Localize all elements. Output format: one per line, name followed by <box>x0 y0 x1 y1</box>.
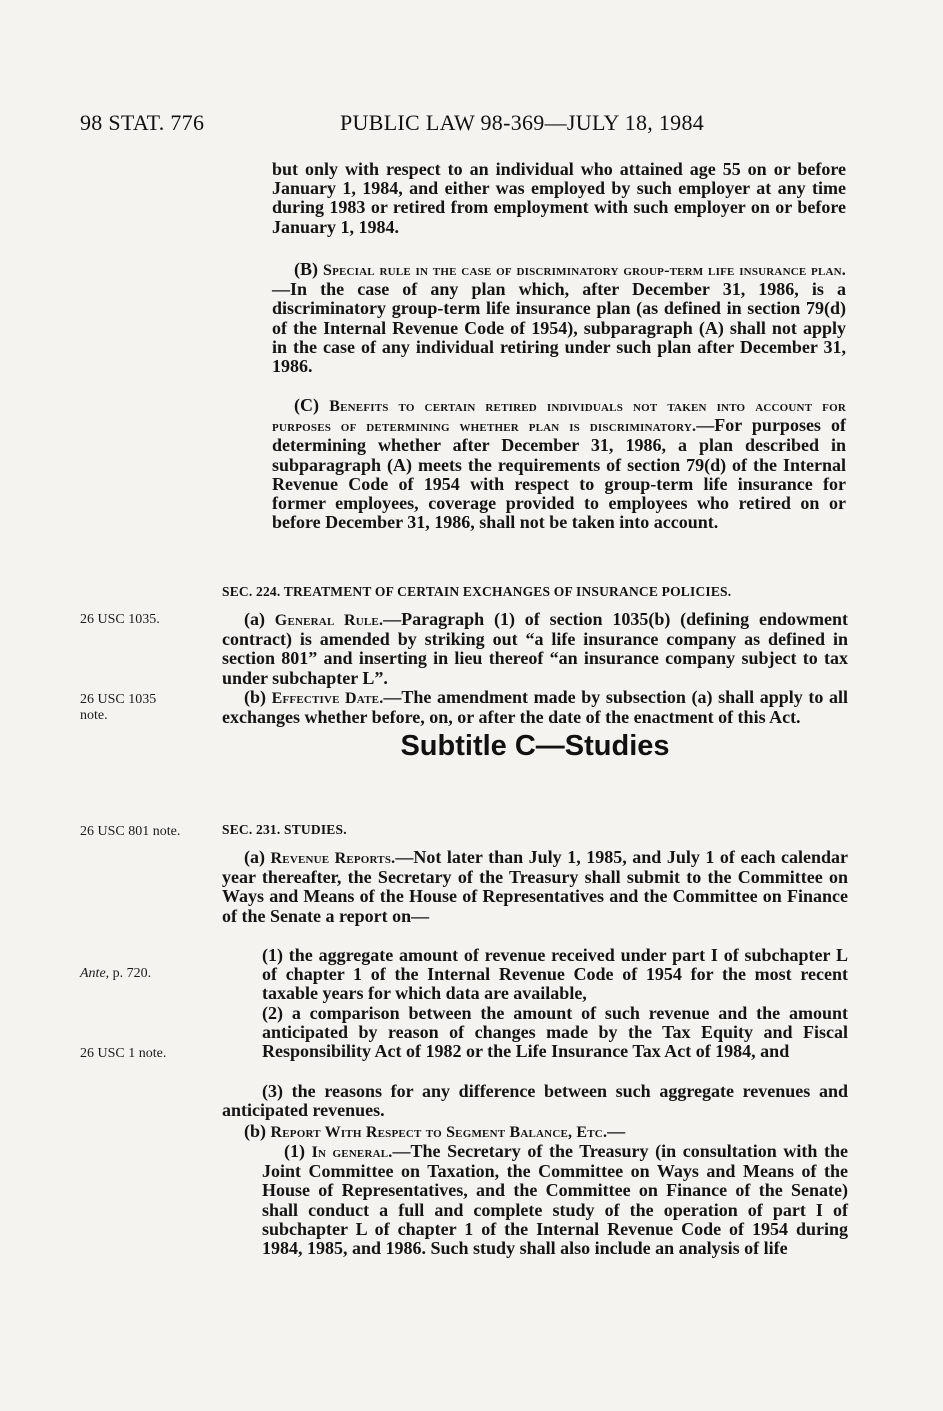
section-231b1-heading: In general. <box>311 1144 393 1161</box>
margin-note-ante-page: , p. 720. <box>105 966 152 981</box>
section-224a-text: —Paragraph (1) of section 1035(b) (defining endowment contract) is amended by striking out “a life insurance company as defined in section 801” and inserting in lieu thereof “an insurance company subject to tax under subchapter L”. <box>222 609 848 688</box>
subparagraph-c <box>272 396 846 532</box>
section-224-subsection-a <box>222 610 848 688</box>
margin-note-26-usc-1-note: 26 USC 1 note. <box>80 1046 167 1061</box>
section-231b-dash: — <box>607 1121 626 1141</box>
margin-note-26-usc-1035-note <box>80 692 156 724</box>
section-231a-label: (a) <box>244 847 271 867</box>
section-231-subsection-b <box>222 1122 848 1142</box>
public-law-title: PUBLIC LAW 98-369—JULY 18, 1984 <box>340 110 705 135</box>
section-224b-text: —The amendment made by subsection (a) shall apply to all exchanges whether before, on, or after the date of the enactment of this Act. <box>222 687 848 728</box>
continuation-text: but only with respect to an individual who attained age 55 on or before January 1, 1984, and either was employed by such employer at any time during 1983 or retired from employment with such employer on or before January 1, 1984. <box>272 159 846 237</box>
section-224a-label: (a) <box>244 609 275 629</box>
section-224-subsection-b <box>222 688 848 727</box>
page-header <box>80 110 860 140</box>
subparagraph-c-text: —For purposes of determining whether after December 31, 1986, a plan described in subparagraph (A) meets the requirements of section 79(d) of the Internal Revenue Code of 1954 with respect to group-term life insurance for former employees, coverage provided to employees who retired on or before December 31, 1986, shall not be taken into account. <box>272 415 846 533</box>
section-231b-label: (b) <box>244 1121 271 1141</box>
margin-note-line1: 26 USC 1035 <box>80 692 157 707</box>
stat-page-number: 98 STAT. 776 <box>80 110 205 135</box>
section-224a-heading: General Rule. <box>274 612 384 629</box>
section-231b-heading: Report With Respect to Segment Balance, Etc. <box>270 1124 608 1141</box>
section-231a-text: —Not later than July 1, 1985, and July 1 of each calendar year thereafter, the Secretary of the Treasury shall submit to the Committee on Ways and Means of the House of Representatives and the Committee on Finance of the Senate a report on— <box>222 847 848 926</box>
section-231-subsection-a <box>222 848 848 926</box>
item-3 <box>222 1082 848 1120</box>
section-231-heading: SEC. 231. STUDIES. <box>222 822 347 837</box>
section-231b1-text: —The Secretary of the Treasury (in consultation with the Joint Committee on Taxation, the Committee on Ways and Means of the House of Representatives, and the Committee on Finance of the Senate) shall conduct a full and complete study of the operation of part I of subchapter L of chapter 1 of the Internal Revenue Code of 1954 during 1984, 1985, and 1986. Such study shall also include an analysis of life <box>262 1141 848 1259</box>
section-231-b-1 <box>262 1142 848 1258</box>
subtitle-heading: Subtitle C—Studies <box>400 730 670 762</box>
item-3-text: (3) the reasons for any difference between such aggregate revenues and anticipated revenues. <box>222 1081 848 1121</box>
item-1-text: (1) the aggregate amount of revenue received under part I of subchapter L of chapter 1 of the Internal Revenue Code of 1954 for the most recent taxable years for which data are available, <box>262 945 848 1004</box>
item-1 <box>262 946 848 1004</box>
section-224b-heading: Effective Date. <box>271 690 384 707</box>
section-224-heading: SEC. 224. TREATMENT OF CERTAIN EXCHANGES OF INSURANCE POLICIES. <box>222 584 732 599</box>
margin-note-ante-italic: Ante <box>80 966 106 981</box>
continuation-paragraph <box>272 160 846 237</box>
section-224b-label: (b) <box>244 687 272 707</box>
subparagraph-b-label: (B) <box>294 259 323 279</box>
item-2 <box>262 1004 848 1062</box>
subparagraph-b-text: —In the case of any plan which, after December 31, 1986, is a discriminatory group-term life insurance plan (as defined in section 79(d) of the Internal Revenue Code of 1954), subparagraph (A) shall not apply in the case of any individual retiring under such plan after December 31, 1986. <box>272 279 846 377</box>
subparagraph-b-heading: Special rule in the case of discriminatory group-term life insurance plan. <box>322 262 846 279</box>
margin-note-26-usc-1035: 26 USC 1035. <box>80 612 160 627</box>
margin-note-ante <box>80 966 151 982</box>
item-2-text: (2) a comparison between the amount of such revenue and the amount anticipated by reason of changes made by the Tax Equity and Fiscal Responsibility Act of 1982 or the Life Insurance Tax Act of 1984, and <box>262 1003 848 1062</box>
subparagraph-b <box>272 260 846 376</box>
section-231a-heading: Revenue Reports. <box>270 850 396 867</box>
section-231b1-label: (1) <box>284 1141 312 1161</box>
margin-note-26-usc-801-note: 26 USC 801 note. <box>80 824 181 839</box>
subparagraph-c-label: (C) <box>294 395 330 415</box>
subparagraph-c-heading: Benefits to certain retired individuals not taken into account for purposes of determining whether plan is discriminatory. <box>272 398 846 436</box>
margin-note-line2: note. <box>80 708 108 723</box>
